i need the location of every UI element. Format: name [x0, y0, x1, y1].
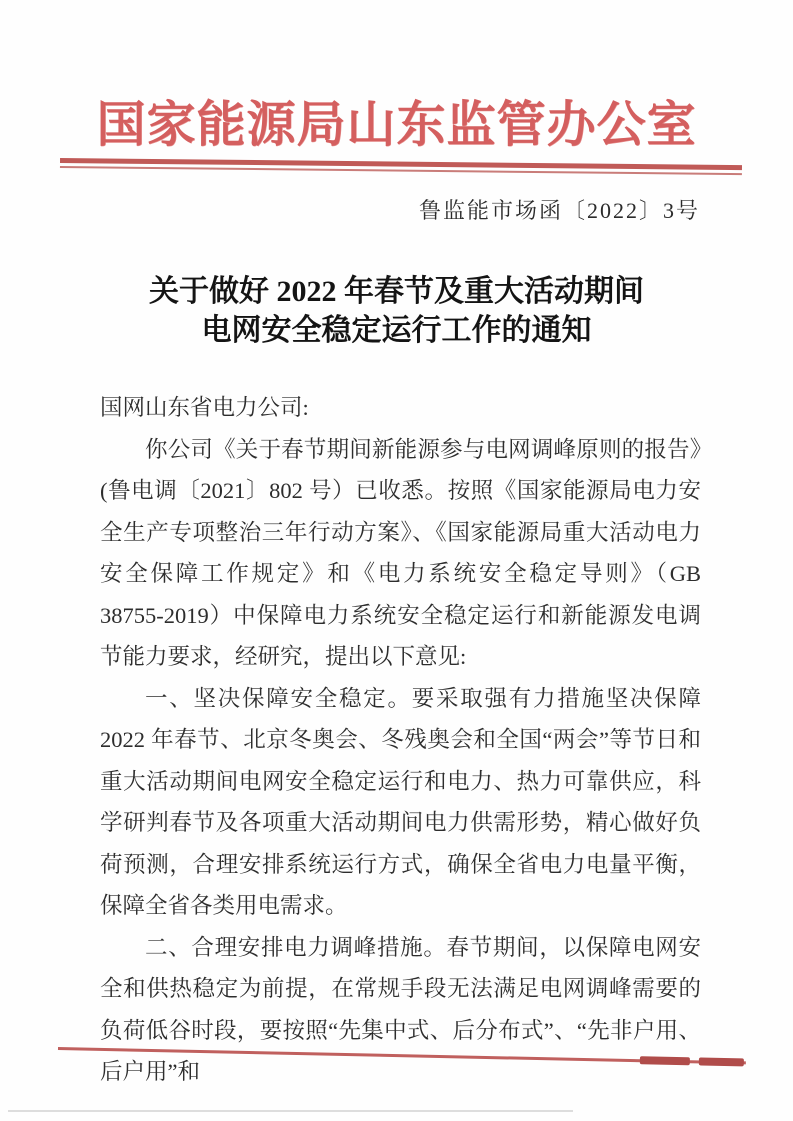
- document-title-line-1: 关于做好 2022 年春节及重大活动期间: [149, 275, 644, 308]
- document-title: [0, 272, 793, 350]
- letterhead-double-rule: [60, 158, 742, 175]
- document-number: 鲁监能市场函〔2022〕3号: [418, 198, 700, 223]
- footer-rule-dash: [640, 1056, 690, 1065]
- document-body: [100, 387, 701, 1093]
- scan-edge-line: [8, 1110, 573, 1112]
- footer-rule-dash: [699, 1057, 744, 1066]
- salutation: 国网山东省电力公司:: [100, 395, 309, 420]
- body-paragraph: 二、合理安排电力调峰措施。春节期间，以保障电网安全和供热稳定为前提，在常规手段无法满足电网调峰需要的负荷低谷时段，要按照“先集中式、后分布式”、“先非户用、后户用”和: [100, 934, 701, 1084]
- document-title-line-2: 电网安全稳定运行工作的通知: [201, 314, 592, 347]
- body-paragraph: 一、坚决保障安全稳定。要采取强有力措施坚决保障 2022 年春节、北京冬奥会、冬残奥会和全国“两会”等节日和重大活动期间电网安全稳定运行和电力、热力可靠供应，科学研判春节及各项重大活动期间电力供需形势，精心做好负荷预测，合理安排系统运行方式，确保全省电力电量平衡，保障全省各类用电需求。: [100, 685, 701, 918]
- body-paragraph: 你公司《关于春节期间新能源参与电网调峰原则的报告》(鲁电调〔2021〕802 号）已收悉。按照《国家能源局电力安全生产专项整治三年行动方案》、《国家能源局重大活动电力安全保障工作规定》和《电力系统安全稳定导则》（GB 38755-2019）中保障电力系统安全稳定运行和新能源发电调节能力要求，经研究，提出以下意见:: [100, 436, 701, 669]
- agency-letterhead: 国家能源局山东监管办公室: [96, 97, 697, 152]
